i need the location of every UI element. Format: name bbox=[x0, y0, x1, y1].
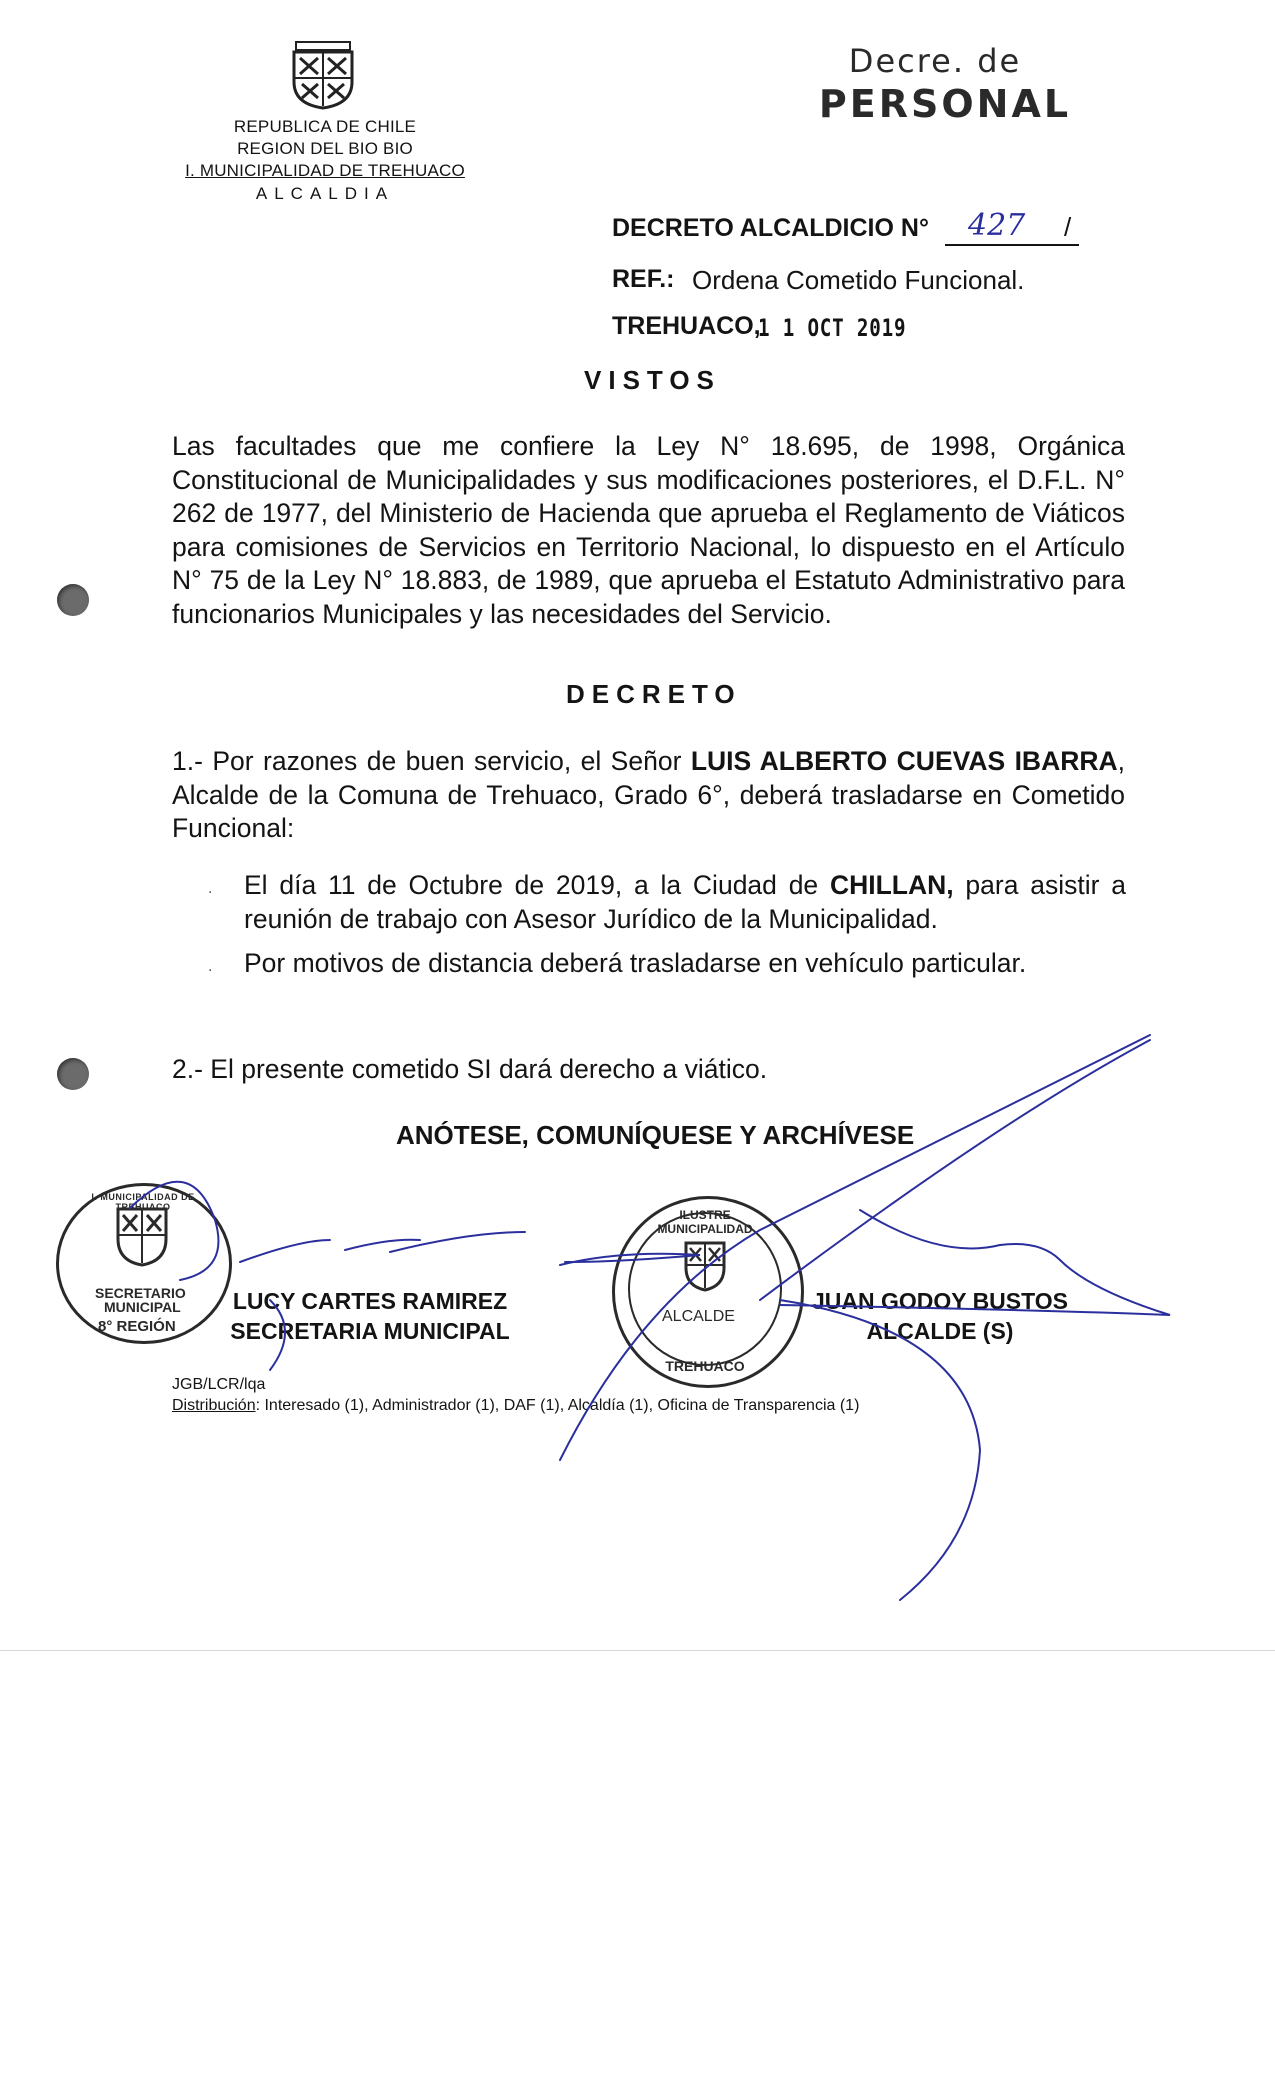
decree-number-suffix: / bbox=[1064, 212, 1072, 242]
mayor-stamp-ring-text: ILUSTRE MUNICIPALIDAD bbox=[657, 1208, 753, 1236]
right-signatory-name: JUAN GODOY BUSTOS bbox=[811, 1288, 1069, 1314]
left-signatory-title: SECRETARIA MUNICIPAL bbox=[230, 1318, 510, 1344]
mayor-stamp-bottom-text: TREHUACO bbox=[665, 1358, 745, 1374]
header-municipality: I. MUNICIPALIDAD DE TREHUACO bbox=[185, 161, 465, 180]
place-label: TREHUACO, bbox=[612, 312, 761, 340]
date-stamp: 1 1 OCT 2019 bbox=[758, 314, 907, 342]
decreto-bullet-1-suffix: para asistir a reunión de trabajo con Asesor Jurídico de la Municipalidad. bbox=[244, 870, 1126, 934]
vistos-paragraph: Las facultades que me confiere la Ley N° 18.695, de 1998, Orgánica Constitucional de Municipalidades y sus modificaciones posteriores, el D.F.L. N° 262 de 1977, del Ministerio de Hacienda que aprueba el Reglamento de Viáticos para comisiones de Servicios en Territorio Nacional, lo dispuesto en el Artículo N° 75 de la Ley N° 18.883, de 1989, que aprueba el Estatuto Administrativo para funcionarios Municipales y las necesidades del Servicio. bbox=[172, 431, 1125, 629]
bullet-marker-2: . bbox=[208, 958, 213, 975]
right-signatory-title: ALCALDE (S) bbox=[866, 1318, 1014, 1344]
closing-formula: ANÓTESE, COMUNÍQUESE Y ARCHÍVESE bbox=[396, 1120, 915, 1150]
footer-initials: JGB/LCR/lqa bbox=[172, 1376, 266, 1393]
decreto-bullet-1-prefix: El día 11 de Octubre de 2019, a la Ciudad de bbox=[244, 870, 819, 900]
bullet-marker-1: . bbox=[208, 880, 213, 897]
secretary-stamp-ring-text: I. MUNICIPALIDAD DE TREHUACO bbox=[91, 1192, 195, 1212]
decreto-bullet-1-city: CHILLAN, bbox=[829, 870, 954, 900]
header-office: ALCALDIA bbox=[255, 184, 395, 203]
header-country: REPUBLICA DE CHILE bbox=[233, 117, 417, 136]
decreto-heading: DECRETO bbox=[566, 679, 742, 709]
footer-distribution-label: Distribución bbox=[172, 1397, 256, 1414]
left-signature-tail bbox=[270, 1300, 285, 1370]
mayor-stamp-center-text: ALCALDE bbox=[662, 1308, 735, 1325]
decree-type-line1: Decre. de bbox=[848, 42, 1022, 80]
decreto-item-1-name: LUIS ALBERTO CUEVAS IBARRA bbox=[690, 746, 1118, 776]
secretary-stamp-line2: MUNICIPAL bbox=[104, 1299, 181, 1315]
right-signature-main bbox=[560, 1035, 1170, 1460]
secretary-stamp-line3: 8° REGIÓN bbox=[98, 1318, 176, 1335]
left-signatory-name: LUCY CARTES RAMIREZ bbox=[232, 1288, 508, 1314]
left-signature-stroke bbox=[130, 1182, 700, 1280]
ref-value: Ordena Cometido Funcional. bbox=[692, 265, 1025, 295]
decree-number-label: DECRETO ALCALDICIO N° bbox=[612, 214, 929, 242]
ref-label: REF.: bbox=[612, 265, 675, 293]
decree-number-handwritten: 427 bbox=[968, 208, 1026, 243]
decreto-bullet-2: Por motivos de distancia deberá trasladarse en vehículo particular. bbox=[244, 948, 1027, 978]
right-signature-loop bbox=[780, 1300, 980, 1600]
decreto-item-2: 2.- El presente cometido SI dará derecho a viático. bbox=[172, 1054, 768, 1084]
secretary-stamp-line1: SECRETARIO bbox=[95, 1285, 186, 1301]
footer-distribution-text: : Interesado (1), Administrador (1), DAF (1), Alcaldía (1), Oficina de Transparencia (1) bbox=[255, 1397, 860, 1414]
header-region: REGION DEL BIO BIO bbox=[237, 139, 413, 158]
vistos-heading: VISTOS bbox=[584, 365, 721, 395]
decreto-item-1-suffix: , Alcalde de la Comuna de Trehuaco, Grado 6°, deberá trasladarse en Cometido Funcional: bbox=[172, 746, 1125, 843]
decreto-item-1-prefix: 1.- Por razones de buen servicio, el Señor bbox=[172, 746, 682, 776]
decree-type-line2: PERSONAL bbox=[818, 82, 1072, 126]
